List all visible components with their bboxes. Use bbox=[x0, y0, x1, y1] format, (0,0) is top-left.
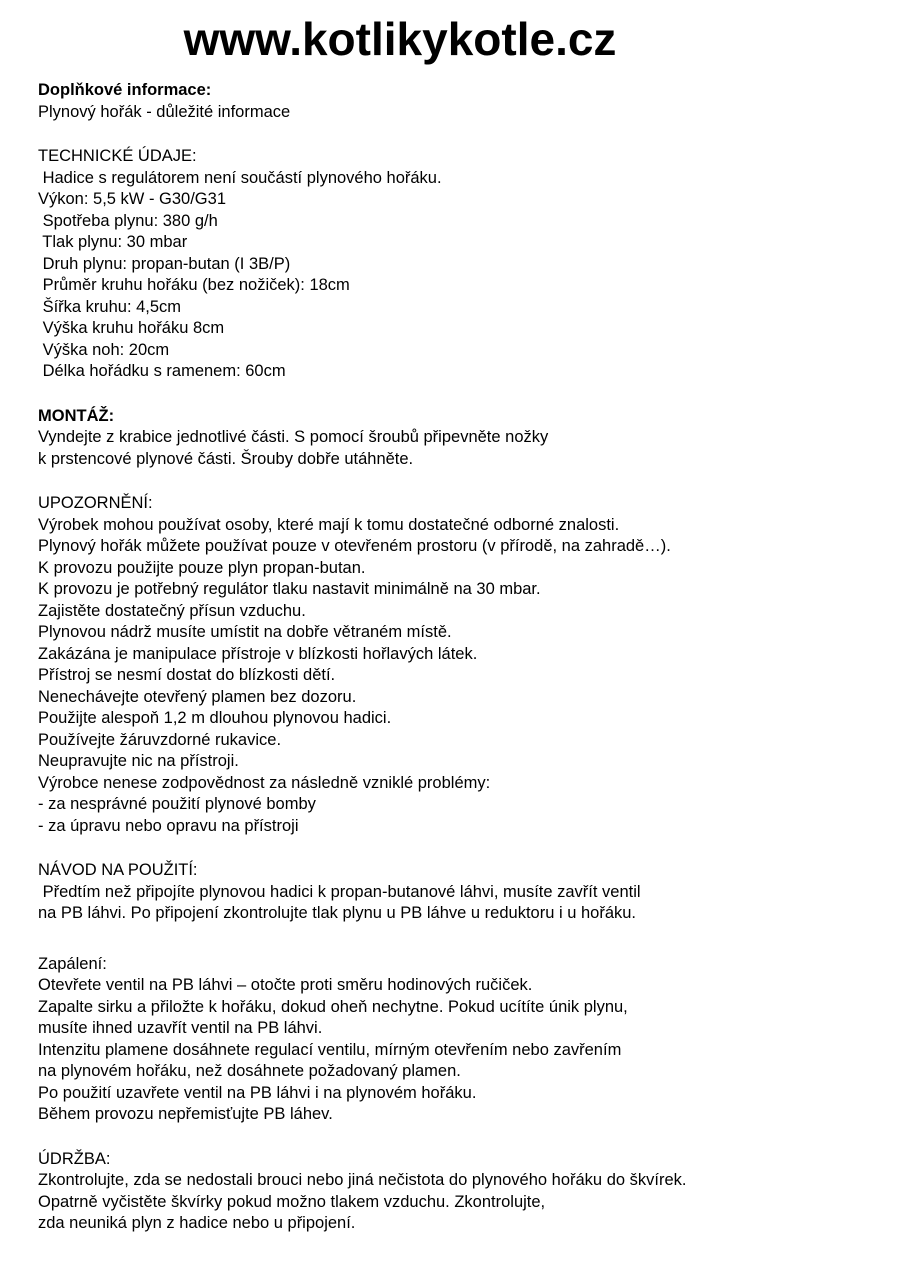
section-heading: TECHNICKÉ ÚDAJE: bbox=[38, 147, 197, 165]
section-heading: Zapálení: bbox=[38, 954, 107, 973]
text-line: Zkontrolujte, zda se nedostali brouci nebo jiná nečistota do plynového hořáku do škvírek. bbox=[38, 1171, 687, 1189]
text-line: zda neuniká plyn z hadice nebo u připojení. bbox=[38, 1214, 356, 1232]
text-line: na plynovém hořáku, než dosáhnete požadovaný plamen. bbox=[38, 1062, 461, 1080]
text-line: Výška kruhu hořáku 8cm bbox=[38, 319, 225, 337]
text-line: - za nesprávné použití plynové bomby bbox=[38, 795, 316, 813]
text-line: Plynový hořák můžete používat pouze v otevřeném prostoru (v přírodě, na zahradě…). bbox=[38, 537, 671, 555]
text-line: Opatrně vyčistěte škvírky pokud možno tlakem vzduchu. Zkontrolujte, bbox=[38, 1192, 546, 1211]
section-heading: NÁVOD NA POUŽITÍ: bbox=[38, 861, 198, 879]
section-heading: Doplňkové informace: bbox=[38, 81, 212, 99]
text-line: K provozu je potřebný regulátor tlaku nastavit minimálně na 30 mbar. bbox=[38, 580, 541, 598]
text-line: Po použití uzavřete ventil na PB láhvi i na plynovém hořáku. bbox=[38, 1083, 477, 1102]
text-line: Výrobce nenese zodpovědnost za následně vzniklé problémy: bbox=[38, 773, 491, 792]
text-line: Tlak plynu: 30 mbar bbox=[38, 233, 188, 251]
text-line: Použijte alespoň 1,2 m dlouhou plynovou hadici. bbox=[38, 709, 392, 727]
text-line: Zajistěte dostatečný přísun vzduchu. bbox=[38, 601, 306, 620]
text-line: K provozu použijte pouze plyn propan-butan. bbox=[38, 558, 366, 577]
text-line: Během provozu nepřemisťujte PB láhev. bbox=[38, 1105, 333, 1123]
text-line: Plynový hořák - důležité informace bbox=[38, 102, 291, 121]
text-line: Zapalte sirku a přiložte k hořáku, dokud oheň nechytne. Pokud ucítíte únik plynu, bbox=[38, 997, 628, 1016]
text-line: Výkon: 5,5 kW - G30/G31 bbox=[38, 190, 226, 208]
text-line: Používejte žáruvzdorné rukavice. bbox=[38, 730, 282, 749]
text-line: Šířka kruhu: 4,5cm bbox=[38, 297, 182, 316]
section-montaz bbox=[38, 406, 900, 471]
text-line: Nenechávejte otevřený plamen bez dozoru. bbox=[38, 687, 357, 706]
section-zapaleni bbox=[38, 954, 900, 1126]
text-line: musíte ihned uzavřít ventil na PB láhvi. bbox=[38, 1019, 323, 1037]
section-heading: UPOZORNĚNÍ: bbox=[38, 494, 153, 512]
text-line: Přístroj se nesmí dostat do blízkosti dětí. bbox=[38, 666, 336, 684]
document-body bbox=[38, 80, 900, 1235]
text-line: Neupravujte nic na přístroji. bbox=[38, 752, 239, 770]
text-line: Délka hořádku s ramenem: 60cm bbox=[38, 362, 286, 380]
text-line: Výrobek mohou používat osoby, které mají k tomu dostatečné odborné znalosti. bbox=[38, 515, 620, 534]
text-line: - za úpravu nebo opravu na přístroji bbox=[38, 816, 299, 835]
text-line: Hadice s regulátorem není součástí plynového hořáku. bbox=[38, 168, 442, 187]
text-line: Průměr kruhu hořáku (bez nožiček): 18cm bbox=[38, 276, 350, 294]
text-line: Vyndejte z krabice jednotlivé části. S pomocí šroubů připevněte nožky bbox=[38, 428, 549, 446]
text-line: Intenzitu plamene dosáhnete regulací ventilu, mírným otevřením nebo zavřením bbox=[38, 1040, 622, 1059]
text-line: Výška noh: 20cm bbox=[38, 340, 170, 359]
section-heading: MONTÁŽ: bbox=[38, 406, 115, 425]
text-line: Druh plynu: propan-butan (I 3B/P) bbox=[38, 254, 291, 273]
text-line: Zakázána je manipulace přístroje v blízkosti hořlavých látek. bbox=[38, 644, 478, 663]
text-line: Spotřeba plynu: 380 g/h bbox=[38, 211, 218, 230]
section-doplnkove-informace bbox=[38, 80, 900, 123]
section-upozorneni bbox=[38, 493, 900, 837]
section-udrzba bbox=[38, 1149, 900, 1235]
section-heading: ÚDRŽBA: bbox=[38, 1149, 111, 1168]
text-line: Otevřete ventil na PB láhvi – otočte proti směru hodinových ručiček. bbox=[38, 976, 533, 994]
text-line: Plynovou nádrž musíte umístit na dobře větraném místě. bbox=[38, 623, 452, 641]
text-line: Předtím než připojíte plynovou hadici k propan-butanové láhvi, musíte zavřít ventil bbox=[38, 882, 641, 901]
site-title: www.kotlikykotle.cz bbox=[183, 13, 617, 65]
text-line: k prstencové plynové části. Šrouby dobře utáhněte. bbox=[38, 449, 414, 468]
text-line: na PB láhvi. Po připojení zkontrolujte tlak plynu u PB láhve u reduktoru i u hořáku. bbox=[38, 904, 637, 922]
section-navod-na-pouziti bbox=[38, 860, 900, 925]
section-technicke-udaje bbox=[38, 146, 900, 383]
